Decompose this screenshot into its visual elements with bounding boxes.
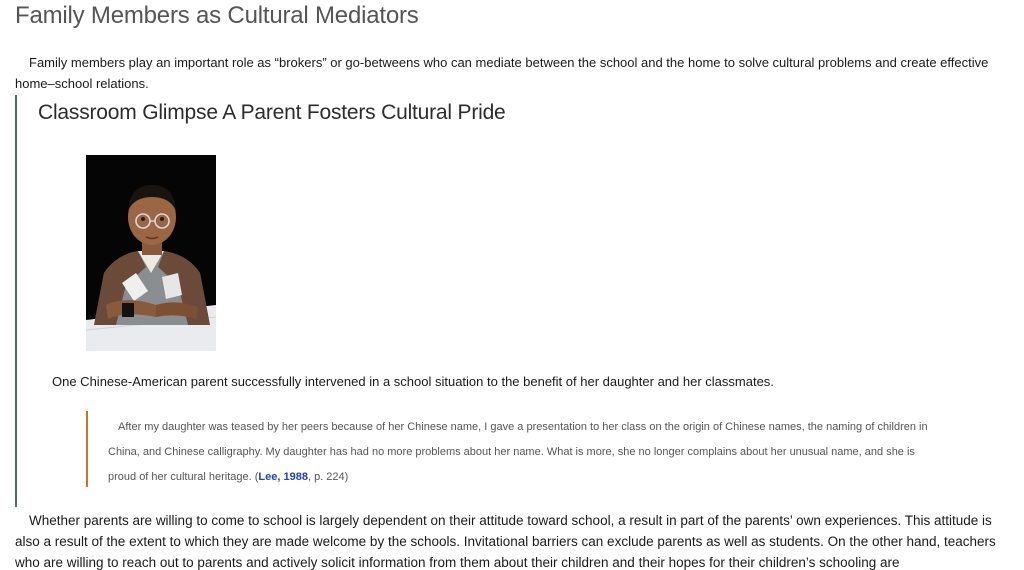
citation-link-lee-1988[interactable]: Lee, 1988 <box>258 471 308 483</box>
body-paragraph: Whether parents are willing to come to school is largely dependent on their attitude toward school, a result in part of the parents’ own experiences. This attitude is also a result of the extent to which they are made welcome by the schools. Invitational barriers can exclude parents as well as students. On the other hand, teachers who are willing to reach out to parents and actively solicit information from them about their children and their hopes for their children’s schooling are <box>15 513 996 570</box>
parent-quote <box>86 411 936 487</box>
section-title: Family Members as Cultural Mediators <box>15 2 419 29</box>
student-photo <box>86 155 216 351</box>
classroom-glimpse-box <box>15 95 1017 507</box>
intro-paragraph: Family members play an important role as “brokers” or go-betweens who can mediate between the school and the home to solve cultural problems and create effective home–school relations. <box>15 55 989 91</box>
glimpse-text: One Chinese-American parent successfully intervened in a school situation to the benefit of her daughter and her classmates. <box>52 374 774 389</box>
quote-text: After my daughter was teased by her peers because of her Chinese name, I gave a presentation to her class on the origin of Chinese names, the naming of children in China, and Chinese calligraphy. My daughter has had no more problems about her name. What is more, she no longer complains about her unusual name, and she is proud of her cultural heritage. ( <box>108 421 928 483</box>
quote-paragraph <box>108 411 936 490</box>
student-looking-up-photo-icon <box>86 155 216 351</box>
glimpse-title: Classroom Glimpse A Parent Fosters Cultural Pride <box>38 101 506 124</box>
citation-page: , p. 224) <box>307 471 349 483</box>
